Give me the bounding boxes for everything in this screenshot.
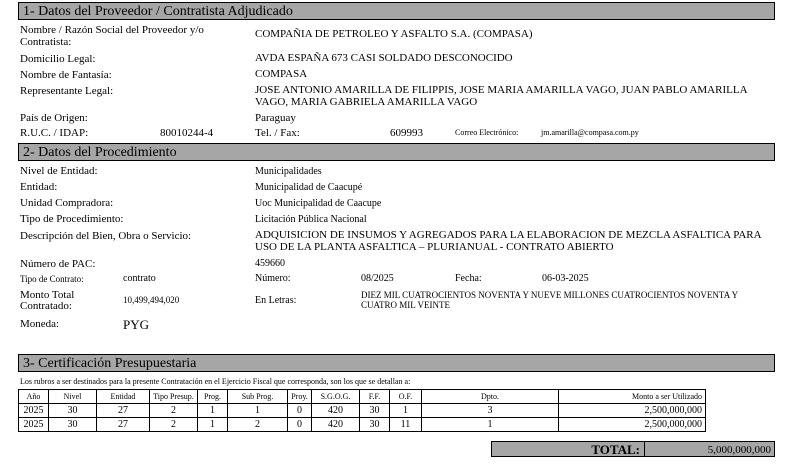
col-anio: Año: [19, 390, 49, 404]
cell-prog: 1: [198, 404, 228, 418]
entidad-value: Municipalidad de Caacupé: [255, 182, 363, 193]
budget-note: Los rubros a ser destinados para la presente Contratación en el Ejercicio Fiscal que corresponda, son los que se detallan a:: [20, 377, 411, 386]
cell-proy: 0: [288, 418, 312, 432]
budget-table-header: [19, 390, 706, 404]
col-nivel: Nivel: [49, 390, 97, 404]
fecha-value: 06-03-2025: [542, 273, 589, 284]
cell-of: 11: [390, 418, 422, 432]
col-ff: F.F.: [360, 390, 390, 404]
cell-tipo-presup: 2: [150, 404, 198, 418]
letras-value: DIEZ MIL CUATROCIENTOS NOVENTA Y NUEVE MILLONES CUATROCIENTOS NOVENTA Y: [361, 290, 739, 300]
total-value-box: [644, 441, 775, 457]
cell-of: 1: [390, 404, 422, 418]
table-row: [19, 404, 706, 418]
cell-anio: 2025: [19, 418, 49, 432]
budget-table: [18, 389, 706, 432]
correo-value: jm.amarilla@compasa.com.py: [541, 128, 639, 137]
section-3-title: 3- Certificación Presupuestaria: [23, 356, 197, 371]
cell-nivel: 30: [49, 404, 97, 418]
col-sub-prog: Sub Prog.: [228, 390, 288, 404]
tipo-contrato-value: contrato: [123, 273, 156, 284]
representante-value: JOSE ANTONIO AMARILLA DE FILIPPIS, JOSE MARIA AMARILLA VAGO, JUAN PABLO AMARILLA: [255, 84, 748, 96]
pac-label: Número de PAC:: [20, 258, 96, 270]
section-1-title: 1- Datos del Proveedor / Contratista Adjudicado: [23, 4, 293, 19]
nombre-label: Nombre / Razón Social del Proveedor y/o: [20, 24, 204, 36]
total-label: TOTAL:: [591, 442, 640, 457]
domicilio-value: AVDA ESPAÑA 673 CASI SOLDADO DESCONOCIDO: [255, 52, 513, 64]
descripcion-label: Descripción del Bien, Obra o Servicio:: [20, 230, 192, 242]
cell-ff: 30: [360, 418, 390, 432]
moneda-value: PYG: [123, 317, 150, 332]
col-sgog: S.G.O.G.: [312, 390, 360, 404]
descripcion-value-cont: USO DE LA PLANTA ASFALTICA – PLURIANUAL - CONTRATO ABIERTO: [255, 241, 614, 253]
cell-sgog: 420: [312, 418, 360, 432]
descripcion-value: ADQUISICION DE INSUMOS Y AGREGADOS PARA LA ELABORACION DE MEZCLA ASFALTICA PARA: [255, 229, 762, 241]
col-tipo-presup: Tipo Presup.: [150, 390, 198, 404]
nombre-label-cont: Contratista:: [20, 36, 72, 48]
table-row: [19, 418, 706, 432]
representante-value-cont: VAGO, MARIA GABRIELA AMARILLA VAGO: [255, 96, 478, 108]
cell-tipo-presup: 2: [150, 418, 198, 432]
cell-ff: 30: [360, 404, 390, 418]
cell-entidad: 27: [97, 404, 150, 418]
entidad-label: Entidad:: [20, 181, 58, 193]
numero-value: 08/2025: [361, 273, 394, 284]
nivel-value: Municipalidades: [255, 166, 322, 177]
nivel-label: Nivel de Entidad:: [20, 165, 98, 177]
fecha-label: Fecha:: [455, 273, 482, 284]
cell-sgog: 420: [312, 404, 360, 418]
fantasia-label: Nombre de Fantasía:: [20, 69, 112, 81]
cell-entidad: 27: [97, 418, 150, 432]
cell-sub-prog: 1: [228, 404, 288, 418]
tel-label: Tel. / Fax:: [255, 127, 300, 139]
total-label-box: [491, 441, 645, 457]
monto-label-cont: Contratado:: [20, 300, 72, 312]
fantasia-value: COMPASA: [255, 68, 308, 80]
col-of: O.F.: [390, 390, 422, 404]
ruc-value: 80010244-4: [160, 127, 214, 139]
moneda-label: Moneda:: [20, 318, 60, 330]
col-dpto: Dpto.: [422, 390, 559, 404]
cell-monto: 2,500,000,000: [559, 404, 706, 418]
correo-label: Correo Electrónico:: [455, 128, 519, 137]
cell-monto: 2,500,000,000: [559, 418, 706, 432]
domicilio-label: Domicilio Legal:: [20, 53, 96, 65]
letras-value-cont: CUATRO MIL VEINTE: [361, 300, 450, 310]
letras-label: En Letras:: [255, 295, 297, 306]
unidad-label: Unidad Compradora:: [20, 197, 114, 209]
section-3-header: [18, 354, 775, 372]
ruc-label: R.U.C. / IDAP:: [20, 127, 89, 139]
section-2-header: [18, 143, 775, 161]
nombre-value: COMPAÑIA DE PETROLEO Y ASFALTO S.A. (COMPASA): [255, 28, 533, 40]
pais-value: Paraguay: [255, 112, 296, 124]
monto-value: 10,499,494,020: [123, 295, 180, 305]
section-1-header: [18, 2, 775, 20]
cell-dpto: 1: [422, 418, 559, 432]
pais-label: País de Origen:: [20, 112, 88, 124]
cell-prog: 1: [198, 418, 228, 432]
cell-dpto: 3: [422, 404, 559, 418]
tipo-contrato-label: Tipo de Contrato:: [20, 274, 84, 284]
col-prog: Prog.: [198, 390, 228, 404]
numero-label: Número:: [255, 273, 291, 284]
cell-proy: 0: [288, 404, 312, 418]
cell-anio: 2025: [19, 404, 49, 418]
tipo-procedimiento-label: Tipo de Procedimiento:: [20, 213, 124, 225]
tipo-procedimiento-value: Licitación Pública Nacional: [255, 214, 367, 225]
cell-nivel: 30: [49, 418, 97, 432]
col-proy: Proy.: [288, 390, 312, 404]
unidad-value: Uoc Municipalidad de Caacupe: [255, 198, 382, 209]
cell-sub-prog: 2: [228, 418, 288, 432]
col-entidad: Entidad: [97, 390, 150, 404]
pac-value: 459660: [255, 258, 285, 269]
monto-label: Monto Total: [20, 289, 75, 301]
col-monto: Monto a ser Utilizado: [559, 390, 706, 404]
tel-value: 609993: [390, 127, 423, 139]
total-value: 5,000,000,000: [707, 444, 771, 456]
representante-label: Representante Legal:: [20, 85, 114, 97]
section-2-title: 2- Datos del Procedimiento: [23, 145, 177, 160]
